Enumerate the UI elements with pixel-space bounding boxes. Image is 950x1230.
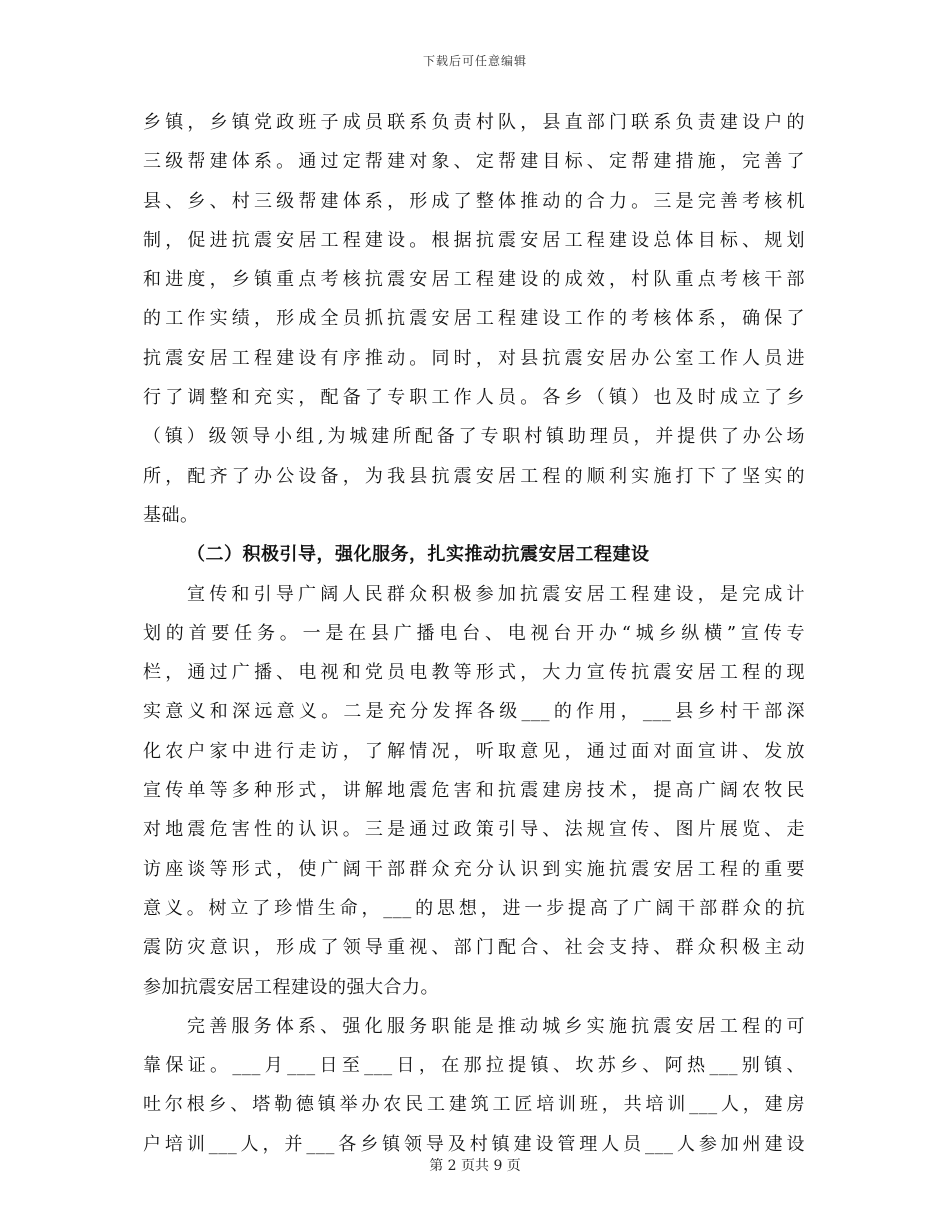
page-number: 第 2 页共 9 页 — [429, 1158, 521, 1174]
paragraph-line: 的工作实绩，形成全员抓抗震安居工程建设工作的考核体系，确保了 — [143, 308, 805, 330]
paragraph-line: 栏，通过广播、电视和党员电教等形式，大力宣传抗震安居工程的现 — [143, 662, 805, 684]
paragraph-line: （镇）级领导小组,为城建所配备了专职村镇助理员，并提供了办公场 — [143, 426, 805, 448]
paragraph-line: 震防灾意识，形成了领导重视、部门配合、社会支持、群众积极主动 — [143, 937, 805, 959]
paragraph-line: 县、乡、村三级帮建体系，形成了整体推动的合力。三是完善考核机 — [143, 190, 805, 212]
section-heading: （二）积极引导，强化服务，扎实推动抗震安居工程建设 — [187, 544, 650, 566]
paragraph-line: 完善服务体系、强化服务职能是推动城乡实施抗震安居工程的可 — [187, 1015, 805, 1037]
paragraph-line: 对地震危害性的认识。三是通过政策引导、法规宣传、图片展览、走 — [143, 819, 805, 841]
paragraph-line: 宣传单等多种形式，讲解地震危害和抗震建房技术，提高广阔农牧民 — [143, 780, 805, 802]
paragraph-line: 实意义和深远意义。二是充分发挥各级___的作用，___县乡村干部深 — [143, 701, 805, 723]
paragraph-line: 三级帮建体系。通过定帮建对象、定帮建目标、定帮建措施，完善了 — [143, 151, 805, 173]
document-body — [143, 103, 805, 1164]
paragraph-line: 和进度，乡镇重点考核抗震安居工程建设的成效，村队重点考核干部 — [143, 269, 805, 291]
paragraph-line: 宣传和引导广阔人民群众积极参加抗震安居工程建设，是完成计 — [187, 583, 805, 605]
paragraph-line: 所，配齐了办公设备，为我县抗震安居工程的顺利实施打下了坚实的 — [143, 465, 805, 487]
paragraph-line: 访座谈等形式，使广阔干部群众充分认识到实施抗震安居工程的重要 — [143, 858, 805, 880]
paragraph-line: 行了调整和充实，配备了专职工作人员。各乡（镇）也及时成立了乡 — [143, 387, 805, 409]
paragraph-line: 化农户家中进行走访，了解情况，听取意见，通过面对面宣讲、发放 — [143, 740, 805, 762]
paragraph-line: 意义。树立了珍惜生命，___的思想，进一步提高了广阔干部群众的抗 — [143, 897, 805, 919]
paragraph-line: 靠保证。___月___日至___日，在那拉提镇、坎苏乡、阿热___别镇、 — [143, 1055, 805, 1077]
paragraph-line: 户培训___人，并___各乡镇领导及村镇建设管理人员___人参加州建设 — [143, 1133, 805, 1155]
paragraph-line: 吐尔根乡、塔勒德镇举办农民工建筑工匠培训班，共培训___人，建房 — [143, 1094, 805, 1116]
paragraph-line: 基础。 — [143, 504, 199, 526]
paragraph-line: 制，促进抗震安居工程建设。根据抗震安居工程建设总体目标、规划 — [143, 229, 805, 251]
paragraph-line: 抗震安居工程建设有序推动。同时，对县抗震安居办公室工作人员进 — [143, 347, 805, 369]
page-header: 下载后可任意编辑 — [422, 54, 527, 68]
paragraph-line: 参加抗震安居工程建设的强大合力。 — [143, 976, 439, 998]
paragraph-line: 乡镇，乡镇党政班子成员联系负责村队，县直部门联系负责建设户的 — [143, 112, 805, 133]
paragraph-line: 划的首要任务。一是在县广播电台、电视台开办“城乡纵横”宣传专 — [143, 622, 805, 644]
